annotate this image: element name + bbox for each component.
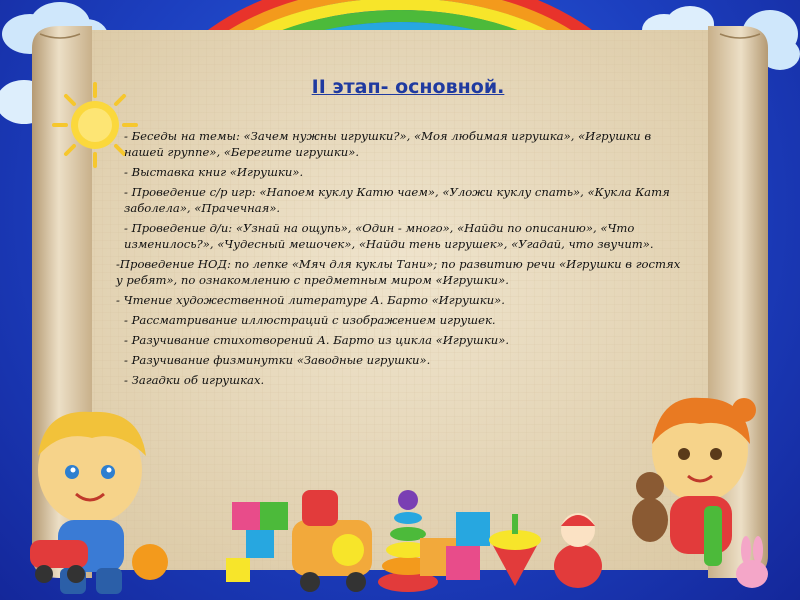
ball-icon [132, 544, 168, 580]
list-item: - Беседы на темы: «Зачем нужны игрушки?», «Моя любимая игрушка», «Игрушки в нашей группе», «Берегите игрушки». [124, 129, 652, 159]
list-item: - Проведение д/и: «Узнай на ощупь», «Один - много», «Найди по описанию», «Что изменилось?», «Чудесный мешочек», «Найди тень игрушек», «Угадай, что звучит». [124, 221, 654, 251]
list-item: - Чтение художественной литературе А. Барто «Игрушки». [116, 293, 505, 307]
list-item: -Проведение НОД: по лепке «Мяч для куклы Тани»; по развитию речи «Игрушки в гостях у ребят», по ознакомлению с предметным миром «Игрушки». [116, 257, 681, 287]
teddy-bear-icon [632, 472, 668, 542]
toy-blocks-icon [226, 502, 288, 582]
alphabet-blocks-icon [420, 512, 490, 580]
toy-bunny-icon [736, 536, 768, 588]
list-item: - Разучивание стихотворений А. Барто из цикла «Игрушки». [124, 333, 510, 347]
list-item: - Загадки об игрушках. [124, 373, 265, 387]
children-with-toys-illustration [0, 390, 800, 600]
activity-list [116, 128, 684, 392]
list-item: - Рассматривание иллюстраций с изображением игрушек. [124, 313, 496, 327]
list-item: - Выставка книг «Игрушки». [124, 165, 304, 179]
list-item: - Проведение с/р игр: «Напоем куклу Катю чаем», «Уложи куклу спать», «Кукла Катя заболела», «Прачечная». [124, 185, 670, 215]
toy-car-icon [30, 540, 88, 583]
roly-poly-toy-icon [554, 513, 602, 588]
toy-train-icon [292, 490, 372, 592]
list-item: - Разучивание физминутки «Заводные игрушки». [124, 353, 431, 367]
girl-icon [652, 398, 756, 566]
spinning-top-icon [489, 514, 541, 586]
slide-title: II этап- основной. [311, 76, 505, 98]
